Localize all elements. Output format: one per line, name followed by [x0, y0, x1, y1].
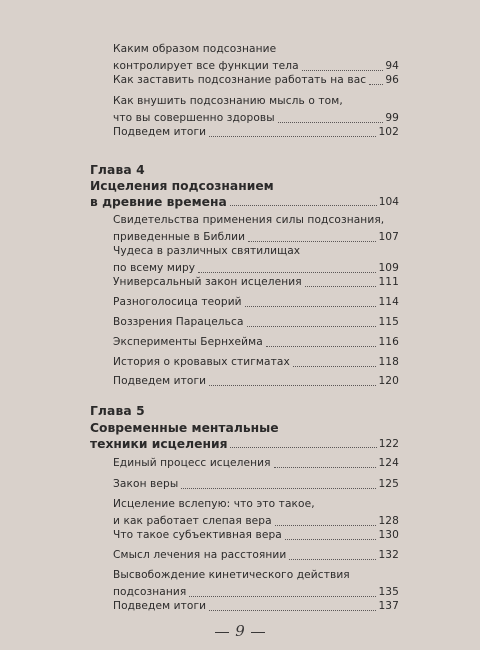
page-number-dash [251, 632, 265, 633]
chapter-title-line: Современные ментальные [90, 421, 279, 435]
dot-leader [285, 539, 377, 540]
entry-text-line: и как работает слепая вера [113, 515, 272, 527]
entry-text-line: по всему миру [113, 262, 196, 274]
page-ref: 94 [385, 60, 399, 72]
entry-text-line: Закон веры [113, 478, 179, 490]
dot-leader [230, 447, 376, 448]
entry-text-line: что вы совершенно здоровы [113, 112, 275, 124]
dot-leader [289, 559, 376, 560]
toc-entry [113, 72, 399, 89]
entry-text-line: Эксперименты Бернхейма [113, 336, 263, 348]
dot-leader [302, 70, 384, 71]
toc-entry [113, 274, 399, 291]
entry-text-line: Подведем итоги [113, 126, 207, 138]
entry-text-line: Универсальный закон исцеления [113, 276, 302, 288]
page-number-value: 9 [235, 622, 245, 640]
dot-leader [230, 205, 377, 206]
entry-text-line: Подведем итоги [113, 600, 207, 612]
page-ref: 99 [385, 112, 399, 124]
dot-leader [275, 525, 377, 526]
dot-leader [209, 136, 376, 137]
page-ref: 118 [378, 356, 399, 368]
dot-leader [266, 346, 377, 347]
toc-entry [113, 547, 399, 564]
page-ref: 114 [378, 296, 399, 308]
dot-leader [248, 241, 376, 242]
page-number-dash [215, 632, 229, 633]
dot-leader [209, 385, 376, 386]
page-ref: 125 [378, 478, 399, 490]
entry-text-line: контролирует все функции тела [113, 60, 299, 72]
chapter-title [90, 178, 399, 210]
entry-text-line: Как заставить подсознание работать на вас [113, 74, 367, 86]
entry-text-line: История о кровавых стигматах [113, 356, 290, 368]
entry-text-line: Чудеса в различных святилищах [113, 245, 301, 257]
entry-text-line: Свидетельства применения силы подсознания, [113, 214, 385, 226]
page-ref: 120 [378, 375, 399, 387]
entry-text-line: Разноголосица теорий [113, 296, 242, 308]
entry-text-line: Как внушить подсознанию мысль о том, [113, 95, 343, 107]
toc-entry [113, 455, 399, 472]
toc-entry [113, 334, 399, 351]
page-ref: 115 [378, 316, 399, 328]
dot-leader [305, 286, 377, 287]
dot-leader [369, 84, 383, 85]
chapter-title-line: Исцеления подсознанием [90, 179, 274, 193]
dot-leader [247, 326, 377, 327]
toc-entry [113, 373, 399, 390]
chapter-label: Глава 4 [90, 163, 145, 177]
page-ref: 107 [378, 231, 399, 243]
toc-entry [113, 41, 399, 75]
page-ref: 96 [385, 74, 399, 86]
dot-leader [245, 306, 377, 307]
entry-text-line: Единый процесс исцеления [113, 457, 271, 469]
toc-entry [113, 124, 399, 141]
page-ref: 132 [378, 549, 399, 561]
page-ref: 122 [378, 438, 399, 450]
entry-text-line: приведенные в Библии [113, 231, 246, 243]
page-ref: 116 [378, 336, 399, 348]
page-number [0, 622, 480, 640]
toc-entry [113, 212, 399, 246]
toc-entry [113, 243, 399, 277]
toc-entry [113, 294, 399, 311]
toc-entry [113, 476, 399, 493]
chapter-title [90, 420, 399, 452]
entry-text-line: Исцеление вслепую: что это такое, [113, 498, 315, 510]
page-ref: 124 [378, 457, 399, 469]
entry-text-line: Смысл лечения на расстоянии [113, 549, 287, 561]
dot-leader [209, 610, 376, 611]
entry-text-line: Каким образом подсознание [113, 43, 277, 55]
dot-leader [189, 596, 376, 597]
chapter-title-line: в древние времена [90, 195, 227, 209]
page-ref: 135 [378, 586, 399, 598]
chapter-title-line: техники исцеления [90, 437, 228, 451]
entry-text-line: Что такое субъективная вера [113, 529, 282, 541]
toc-entry [113, 598, 399, 615]
toc-entry [113, 567, 399, 601]
toc-entry [113, 314, 399, 331]
entry-text-line: Подведем итоги [113, 375, 207, 387]
toc-entry [113, 496, 399, 530]
toc-entry [113, 527, 399, 544]
toc-entry [113, 354, 399, 371]
page-ref: 109 [378, 262, 399, 274]
toc-entry [113, 93, 399, 127]
entry-text-line: подсознания [113, 586, 187, 598]
entry-text-line: Воззрения Парацельса [113, 316, 244, 328]
chapter-label: Глава 5 [90, 404, 145, 418]
page-ref: 104 [378, 196, 399, 208]
dot-leader [198, 272, 376, 273]
page-ref: 111 [378, 276, 399, 288]
page-ref: 130 [378, 529, 399, 541]
dot-leader [293, 366, 377, 367]
dot-leader [181, 488, 376, 489]
dot-leader [278, 122, 384, 123]
entry-text-line: Высвобождение кинетического действия [113, 569, 350, 581]
page-ref: 128 [378, 515, 399, 527]
dot-leader [274, 467, 377, 468]
page-ref: 137 [378, 600, 399, 612]
page-ref: 102 [378, 126, 399, 138]
